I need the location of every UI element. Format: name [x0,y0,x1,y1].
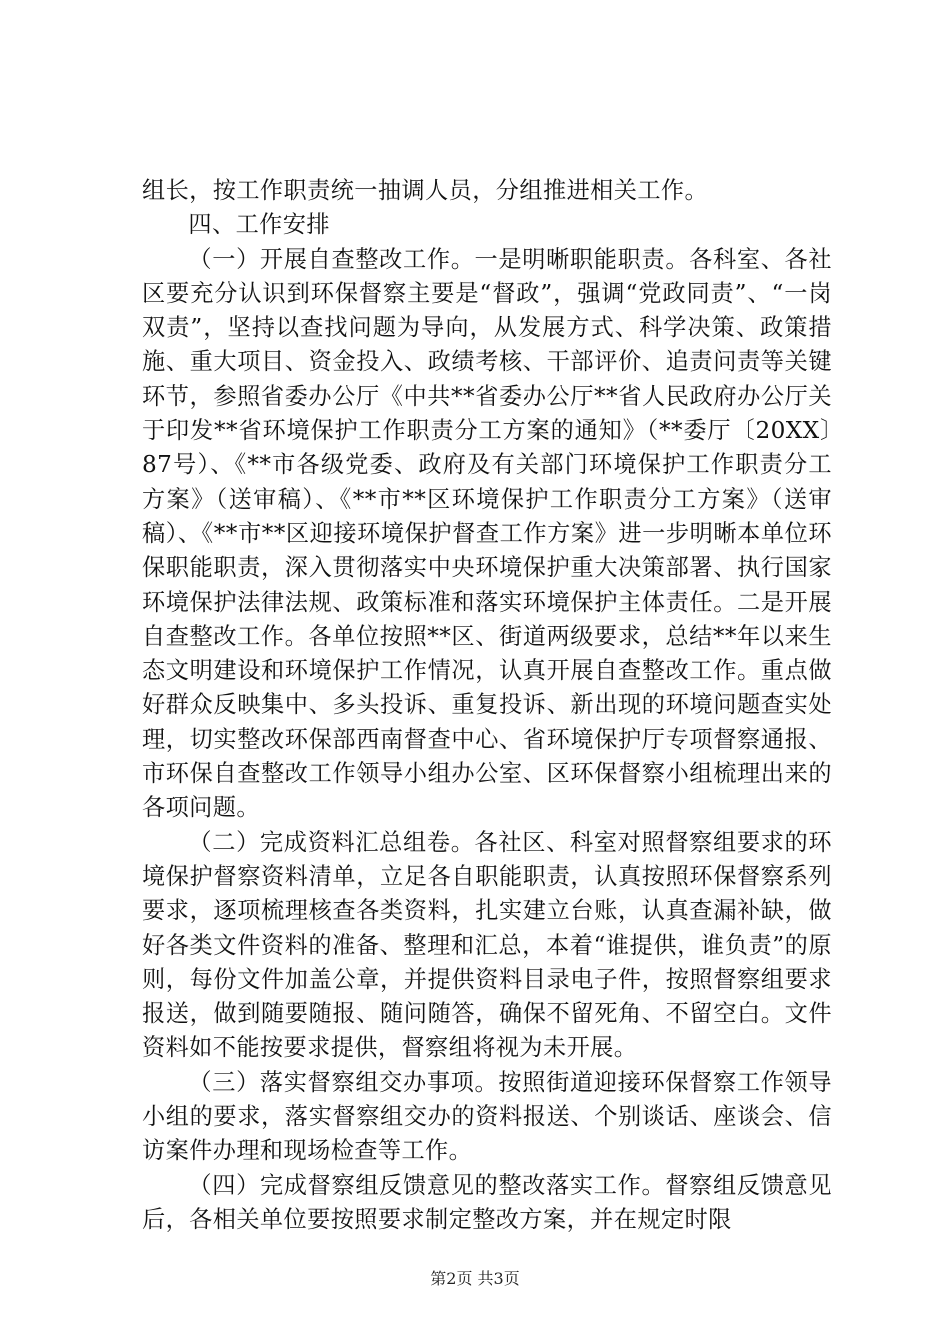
paragraph-feedback-rectification: （四）完成督察组反馈意见的整改落实工作。督察组反馈意见后，各相关单位要按照要求制定整改方案，并在规定时限 [142,1171,832,1233]
document-body [142,174,832,1237]
paragraph-assigned-matters: （三）落实督察组交办事项。按照街道迎接环保督察工作领导小组的要求，落实督察组交办的资料报送、个别谈话、座谈会、信访案件办理和现场检查等工作。 [142,1068,832,1165]
paragraph-self-inspection: （一）开展自查整改工作。一是明晰职能职责。各科室、各社区要充分认识到环保督察主要是“督政”，强调“党政同责”、“一岗双责”，坚持以查找问题为导向，从发展方式、科学决策、政策措施、重大项目、资金投入、政绩考核、干部评价、追责问责等关键环节，参照省委办公厅《中共**省委办公厅**省人民政府办公厅关于印发**省环境保护工作职责分工方案的通知》（**委厅〔20XX〕87号）、《**市各级党委、政府及有关部门环境保护工作职责分工方案》（送审稿）、《**市**区环境保护工作职责分工方案》（送审稿）、《**市**区迎接环境保护督查工作方案》进一步明晰本单位环保职能职责，深入贯彻落实中央环境保护重大决策部署、执行国家环境保护法律法规、政策标准和落实环境保护主体责任。二是开展自查整改工作。各单位按照**区、街道两级要求，总结**年以来生态文明建设和环境保护工作情况，认真开展自查整改工作。重点做好群众反映集中、多头投诉、重复投诉、新出现的环境问题查实处理，切实整改环保部西南督查中心、省环境保护厅专项督察通报、市环保自查整改工作领导小组办公室、区环保督察小组梳理出来的各项问题。 [142,245,832,822]
section-heading-work-arrangement: 四、工作安排 [188,211,330,239]
paragraph-materials-compilation: （二）完成资料汇总组卷。各社区、科室对照督察组要求的环境保护督察资料清单，立足各自职能职责，认真按照环保督察系列要求，逐项梳理核查各类资料，扎实建立台账，认真查漏补缺，做好各类文件资料的准备、整理和汇总，本着“谁提供，谁负责”的原则，每份文件加盖公章，并提供资料目录电子件，按照督察组要求报送，做到随要随报、随问随答，确保不留死角、不留空白。文件资料如不能按要求提供，督察组将视为未开展。 [142,828,832,1062]
page-number-footer: 第2页 共3页 [430,1269,520,1288]
paragraph-continuation: 组长，按工作职责统一抽调人员，分组推进相关工作。 [142,177,709,204]
